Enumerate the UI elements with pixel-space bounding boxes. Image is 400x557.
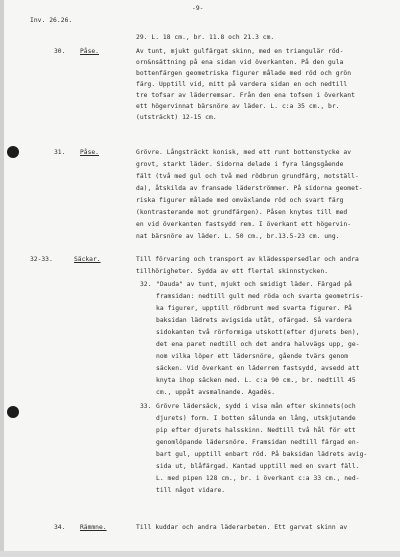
sub-entry-number: 32. xyxy=(140,281,152,288)
sub-entry-line: knyta ihop säcken med. L. c:a 90 cm., br. nedtill 45 xyxy=(156,377,356,384)
entry-line: orn&nsättning på ena sidan vid överkanten. På den gula xyxy=(136,59,344,66)
intro-line: 29. L. 18 cm., br. 11.8 och 21.3 cm. xyxy=(136,34,275,41)
sub-entry-line: baksidan lädrets avigsida utåt, ofärgad. Så vardera xyxy=(156,317,352,324)
entry-line: ett högervinnat bärsnöre av läder. L. c:a 35 cm., br. xyxy=(136,103,340,110)
entry-term: Påse. xyxy=(80,48,99,55)
sub-entry-line: Grövre lädersäck, sydd i visa mån efter skinnets(och xyxy=(156,403,356,410)
entry-line: Av tunt, mjukt gulfärgat skinn, med en triangulär röd- xyxy=(136,48,344,55)
entry-number: 30. xyxy=(54,48,66,55)
punch-hole xyxy=(7,146,19,158)
sub-entry-line: framsidan: nedtill gult med röda och svarta geometris- xyxy=(156,293,364,300)
sub-entry-line: sida ut, blåfärgad. Kantad upptill med en svart fäll. xyxy=(156,463,360,470)
entry-line: nat bärsnöre av läder. L. 50 cm., br.13.5-23 cm. ung. xyxy=(136,233,340,240)
entry-line: en vid överkanten fastsydd rem. I överkant ett högervin- xyxy=(136,221,352,228)
sub-entry-line: djurets) form. I botten sålunda en lång, utskjutande xyxy=(156,415,356,422)
entry-number: 34. xyxy=(54,524,66,531)
entry-line: Grövre. Långsträckt konisk, med ett runt bottenstycke av xyxy=(136,149,352,156)
entry-number: 32-33. xyxy=(30,256,53,263)
sub-entry-line: bart gul, upptill enbart röd. På baksidan lädrets avig- xyxy=(156,451,368,458)
entry-line: da), åtskilda av fransade läderströmmer. På sidorna geomet- xyxy=(136,185,363,192)
sub-entry-line: pip efter djurets halsskinn. Nedtill två hål för ett xyxy=(156,427,356,434)
entry-line: Till kuddar och andra läderarbeten. Ett garvat skinn av xyxy=(136,524,348,531)
entry-line: (kontrasterande mot grundfärgen). Påsen knytes till med xyxy=(136,209,348,216)
sub-entry-line: till något vidare. xyxy=(156,487,226,494)
entry-term: Påse. xyxy=(80,149,99,156)
entry-line: Till förvaring och transport av klädesspersedlar och andra xyxy=(136,256,359,263)
entry-line: tillhörigheter. Sydda av ett flertal skinnstycken. xyxy=(136,268,329,275)
sub-entry-number: 33. xyxy=(140,403,152,410)
entry-line: tre tofsar av läderremsar. Från den ena tofsen i överkant xyxy=(136,92,355,99)
inventory-number: Inv. 26.26. xyxy=(30,17,73,24)
page-number: -9- xyxy=(192,5,204,12)
entry-line: bottenfärgen geometriska figurer målade med röd och grön xyxy=(136,70,352,77)
entry-term: Rämmne. xyxy=(80,524,107,531)
entry-line: grovt, starkt läder. Sidorna delade i fyra längsgående xyxy=(136,161,344,168)
entry-line: (utsträckt) 12-15 cm. xyxy=(136,114,217,121)
page-left-edge xyxy=(0,0,4,557)
sub-entry-line: genomlöpande lädersnöre. Framsidan nedtill färgad en- xyxy=(156,439,360,446)
sub-entry-line: nom vilka löper ett lädersnöre, gående tvärs genom xyxy=(156,353,349,360)
page-bottom-edge xyxy=(0,551,400,557)
entry-number: 31. xyxy=(54,149,66,156)
entry-term: Säckar. xyxy=(74,256,101,263)
entry-line: färg. Upptill vid, mitt på vardera sidan en och nedtill xyxy=(136,81,348,88)
sub-entry-line: cm., uppåt avsmalnande. Agadès. xyxy=(156,389,276,396)
sub-entry-line: "Dauda" av tunt, mjukt och smidigt läder. Färgad på xyxy=(156,281,352,288)
entry-line: riska figurer målade med omväxlande röd och svart färg xyxy=(136,197,344,204)
entry-line: fält (två med gul och två med rödbrun grundfärg, motställ- xyxy=(136,173,359,180)
sub-entry-line: L. med pipen 128 cm., br. i överkant c:a 33 cm., ned- xyxy=(156,475,360,482)
sub-entry-line: säcken. Vid överkant en läderrem fastsydd, avsedd att xyxy=(156,365,360,372)
sub-entry-line: det ena paret nedtill och det andra halvvägs upp, ge- xyxy=(156,341,360,348)
sub-entry-line: ka figurer, upptill rödbrunt med svarta figurer. På xyxy=(156,305,352,312)
sub-entry-line: sidokanten två rörformiga utskott(efter djurets ben), xyxy=(156,329,360,336)
punch-hole xyxy=(7,406,19,418)
